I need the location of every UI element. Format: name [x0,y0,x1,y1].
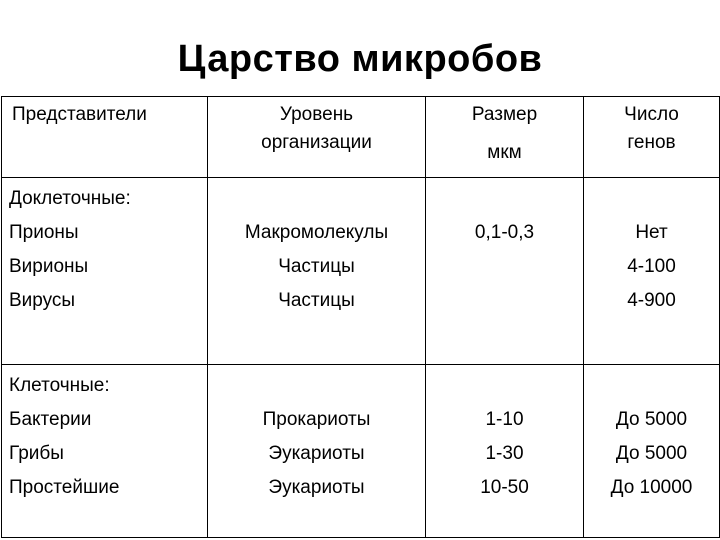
cell-size [426,178,584,365]
group-label: Доклеточные: [9,188,131,209]
cell-representatives [2,178,208,365]
header-genes-line2: генов [627,132,676,153]
organization-level: Макромолекулы [244,222,389,243]
table-row-precellular [2,178,720,365]
organization-level: Эукариоты [268,477,365,498]
cell-representatives [2,365,208,538]
cell-organization-level [208,365,426,538]
cell-organization-level [208,178,426,365]
gene-count-value: Нет [635,222,668,243]
gene-count-value: 4-900 [627,290,676,311]
header-size-line1: Размер [471,104,538,125]
header-size [426,97,584,178]
size-value: 1-10 [485,409,524,430]
group-label: Клеточные: [9,375,110,396]
representative-name: Прионы [9,222,79,243]
representative-name: Грибы [9,443,64,464]
header-level-line2: организации [261,132,372,153]
cell-size [426,365,584,538]
representative-name: Простейшие [9,477,120,498]
organization-level: Прокариоты [262,409,371,430]
header-level-line1: Уровень [279,104,354,125]
organization-level: Частицы [278,290,355,311]
cell-gene-count [584,178,720,365]
organization-level: Эукариоты [268,443,365,464]
header-representatives-label: Представители [12,104,147,125]
table-row-cellular [2,365,720,538]
gene-count-value: 4-100 [627,256,676,277]
size-value: 10-50 [480,477,529,498]
representative-name: Бактерии [9,409,92,430]
organization-level: Частицы [278,256,355,277]
header-representatives [2,97,208,178]
gene-count-value: До 5000 [615,409,688,430]
header-gene-count [584,97,720,178]
table-header-row [2,97,720,178]
header-size-line2: мкм [487,142,522,163]
page-title: Царство микробов [177,38,543,80]
representative-name: Вирионы [9,256,89,277]
size-value: 0,1-0,3 [474,222,535,243]
microbes-table [1,96,720,538]
cell-gene-count [584,365,720,538]
header-genes-line1: Число [624,104,679,125]
gene-count-value: До 5000 [615,443,688,464]
gene-count-value: До 10000 [610,477,693,498]
header-organization-level [208,97,426,178]
representative-name: Вирусы [9,290,76,311]
size-value: 1-30 [485,443,524,464]
